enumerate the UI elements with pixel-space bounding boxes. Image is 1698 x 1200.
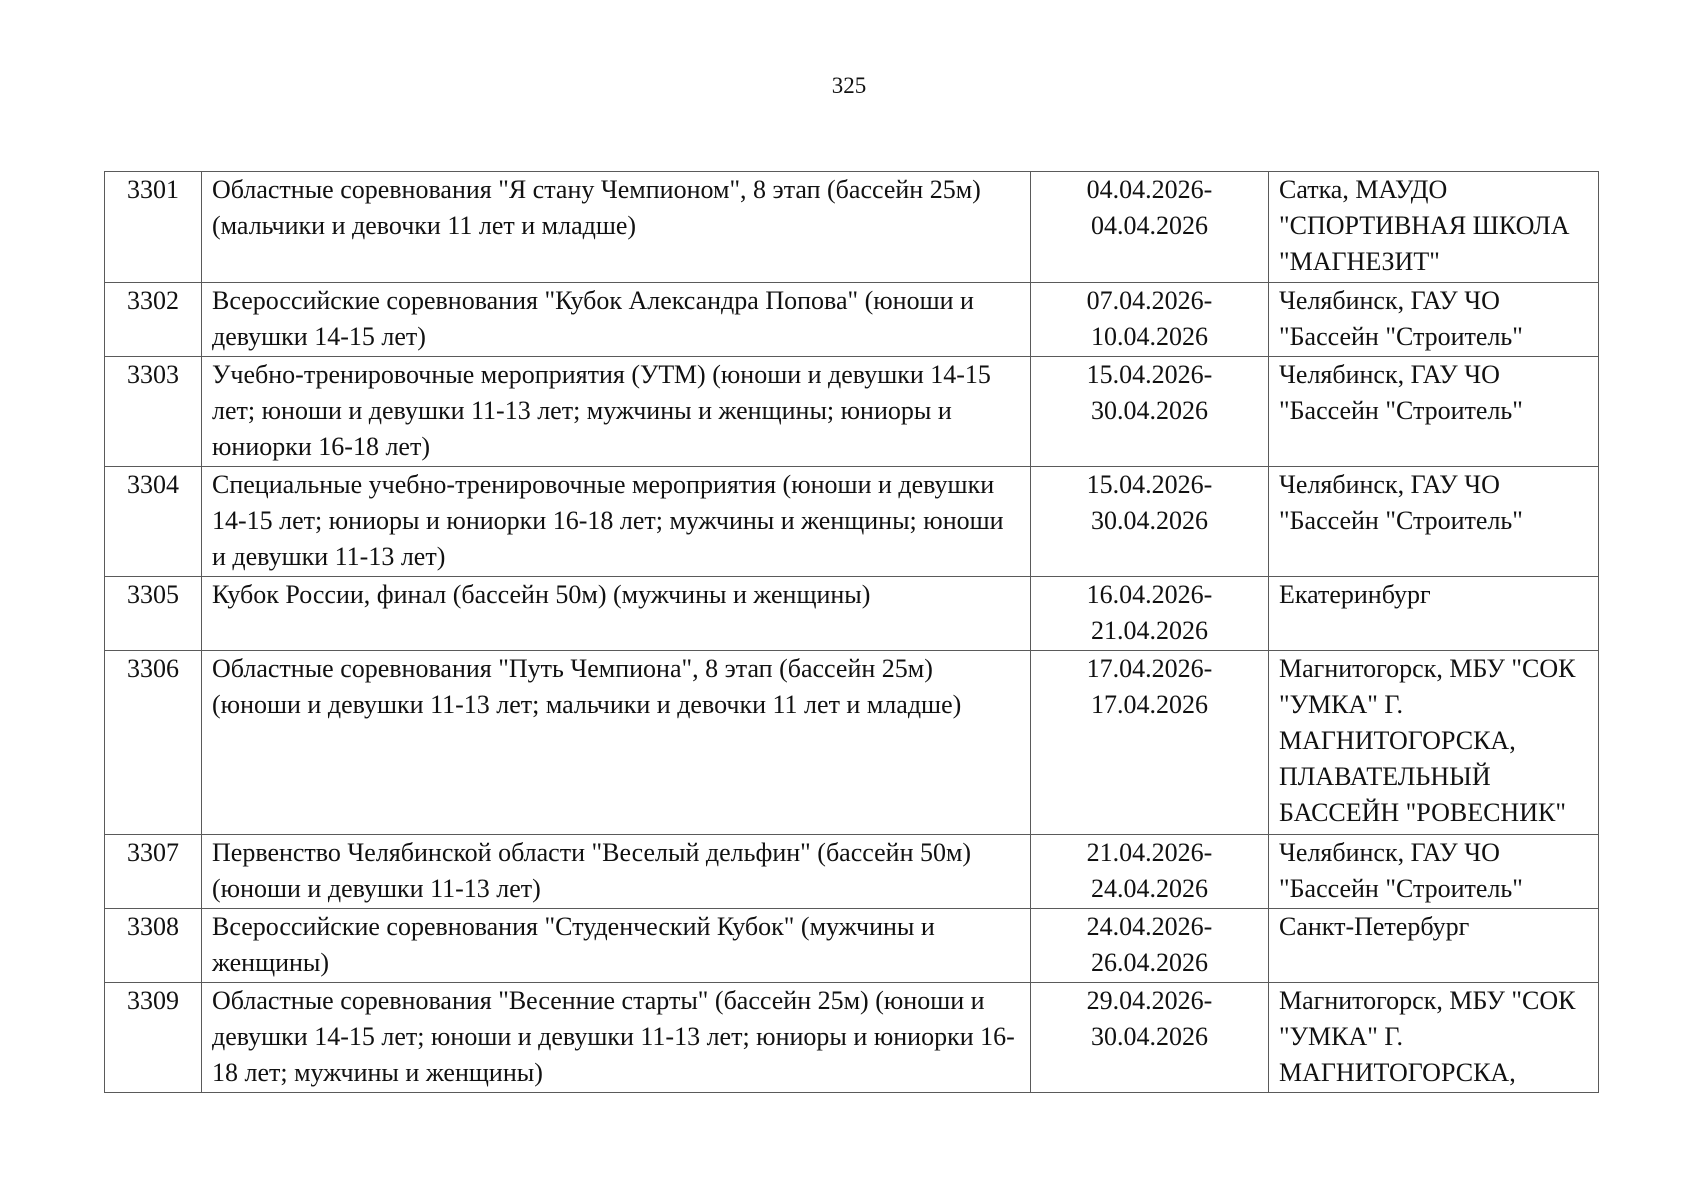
date-start: 15.04.2026- [1086, 470, 1213, 499]
event-name: Областные соревнования "Весенние старты" (бассейн 25м) (юноши и девушки 14-15 лет; юноши и девушки 11-13 лет; юниоры и юниорки 16-18 лет; мужчины и женщины) [202, 983, 1031, 1093]
table-row [105, 467, 1599, 577]
event-name: Всероссийские соревнования "Кубок Александра Попова" (юноши и девушки 14-15 лет) [202, 283, 1031, 357]
event-place: Челябинск, ГАУ ЧО "Бассейн "Строитель" [1269, 835, 1599, 909]
date-start: 15.04.2026- [1086, 360, 1213, 389]
event-place: Екатеринбург [1269, 577, 1599, 651]
event-name: Специальные учебно-тренировочные мероприятия (юноши и девушки 14-15 лет; юниоры и юниорки 16-18 лет; мужчины и женщины; юноши и девушки 11-13 лет) [202, 467, 1031, 577]
table-row [105, 577, 1599, 651]
date-end: 21.04.2026 [1091, 616, 1208, 645]
event-dates [1031, 172, 1269, 283]
event-dates [1031, 983, 1269, 1093]
table-row [105, 835, 1599, 909]
event-place: Магнитогорск, МБУ "СОК "УМКА" Г. МАГНИТОГОРСКА, [1269, 983, 1599, 1093]
event-dates [1031, 357, 1269, 467]
table-row [105, 357, 1599, 467]
event-dates [1031, 651, 1269, 835]
row-number: 3308 [105, 909, 202, 983]
event-name: Всероссийские соревнования "Студенческий Кубок" (мужчины и женщины) [202, 909, 1031, 983]
table-row [105, 909, 1599, 983]
event-place: Санкт-Петербург [1269, 909, 1599, 983]
event-name: Первенство Челябинской области "Веселый дельфин" (бассейн 50м) (юноши и девушки 11-13 лет) [202, 835, 1031, 909]
date-end: 10.04.2026 [1091, 322, 1208, 351]
event-name: Кубок России, финал (бассейн 50м) (мужчины и женщины) [202, 577, 1031, 651]
event-name: Учебно-тренировочные мероприятия (УТМ) (юноши и девушки 14-15 лет; юноши и девушки 11-13 лет; мужчины и женщины; юниоры и юниорки 16-18 лет) [202, 357, 1031, 467]
table-row [105, 651, 1599, 835]
date-start: 29.04.2026- [1086, 986, 1213, 1015]
date-start: 16.04.2026- [1086, 580, 1213, 609]
table-row [105, 172, 1599, 283]
event-name: Областные соревнования "Я стану Чемпионом", 8 этап (бассейн 25м) (мальчики и девочки 11 лет и младше) [202, 172, 1031, 283]
row-number: 3305 [105, 577, 202, 651]
row-number: 3309 [105, 983, 202, 1093]
row-number: 3304 [105, 467, 202, 577]
event-place: Сатка, МАУДО "СПОРТИВНАЯ ШКОЛА "МАГНЕЗИТ" [1269, 172, 1599, 283]
date-end: 26.04.2026 [1091, 948, 1208, 977]
date-end: 30.04.2026 [1091, 1022, 1208, 1051]
date-start: 07.04.2026- [1086, 286, 1213, 315]
event-dates [1031, 835, 1269, 909]
event-place: Челябинск, ГАУ ЧО "Бассейн "Строитель" [1269, 283, 1599, 357]
date-start: 17.04.2026- [1086, 654, 1213, 683]
event-place: Челябинск, ГАУ ЧО "Бассейн "Строитель" [1269, 467, 1599, 577]
date-start: 24.04.2026- [1086, 912, 1213, 941]
event-dates [1031, 467, 1269, 577]
table-row [105, 983, 1599, 1093]
page-number: 325 [831, 73, 867, 98]
events-table [104, 171, 1599, 1093]
date-end: 04.04.2026 [1091, 211, 1208, 240]
event-place: Челябинск, ГАУ ЧО "Бассейн "Строитель" [1269, 357, 1599, 467]
date-end: 30.04.2026 [1091, 396, 1208, 425]
date-end: 24.04.2026 [1091, 874, 1208, 903]
table-row [105, 283, 1599, 357]
row-number: 3306 [105, 651, 202, 835]
date-start: 04.04.2026- [1086, 175, 1213, 204]
event-dates [1031, 577, 1269, 651]
event-place: Магнитогорск, МБУ "СОК "УМКА" Г. МАГНИТОГОРСКА, ПЛАВАТЕЛЬНЫЙ БАССЕЙН "РОВЕСНИК" [1269, 651, 1599, 835]
event-name: Областные соревнования "Путь Чемпиона", 8 этап (бассейн 25м) (юноши и девушки 11-13 лет; мальчики и девочки 11 лет и младше) [202, 651, 1031, 835]
row-number: 3303 [105, 357, 202, 467]
event-dates [1031, 283, 1269, 357]
date-start: 21.04.2026- [1086, 838, 1213, 867]
row-number: 3307 [105, 835, 202, 909]
row-number: 3301 [105, 172, 202, 283]
event-dates [1031, 909, 1269, 983]
row-number: 3302 [105, 283, 202, 357]
date-end: 17.04.2026 [1091, 690, 1208, 719]
date-end: 30.04.2026 [1091, 506, 1208, 535]
